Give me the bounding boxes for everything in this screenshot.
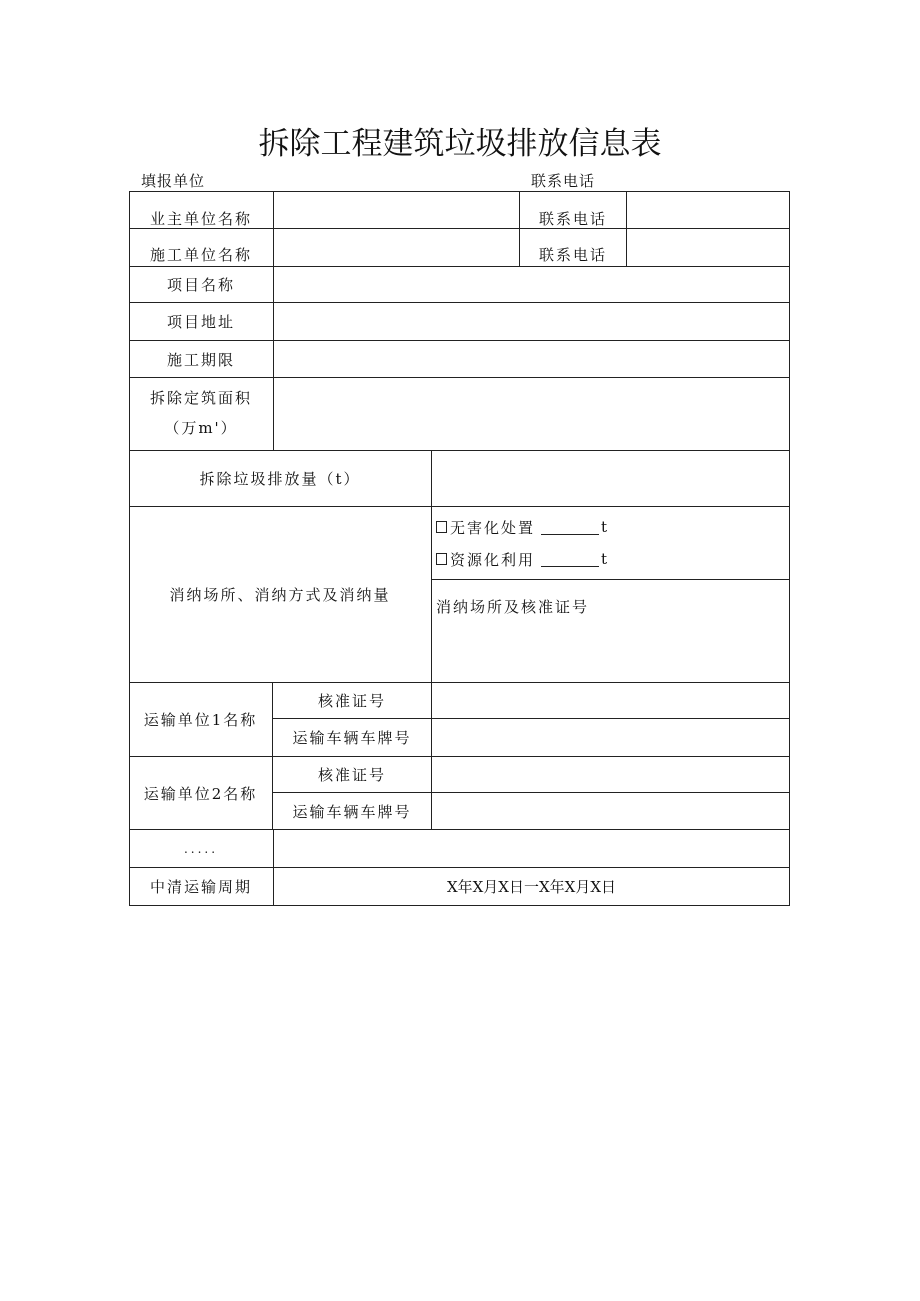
ellipsis-value[interactable]	[274, 830, 789, 867]
harmless-blank[interactable]	[541, 520, 599, 535]
project-address-value[interactable]	[274, 303, 789, 340]
construction-unit-value[interactable]	[274, 229, 519, 266]
demolition-area-value[interactable]	[274, 378, 789, 450]
demolition-area-label-line2: （万m'）	[164, 419, 238, 437]
resource-label: 资源化利用	[450, 550, 536, 569]
owner-phone-value[interactable]	[627, 192, 789, 228]
disposal-site-label: 消纳场所及核准证号	[436, 597, 590, 616]
header-contact-phone-label: 联系电话	[531, 172, 596, 190]
owner-phone-label: 联系电话	[538, 209, 607, 228]
construction-period-value[interactable]	[274, 341, 789, 377]
transport2-plate-value[interactable]	[432, 793, 789, 829]
construction-period-label: 施工期限	[166, 350, 235, 369]
waste-amount-value[interactable]	[432, 451, 789, 506]
construction-phone-value[interactable]	[627, 229, 789, 266]
demolition-area-label-line1: 拆除定筑面积	[149, 389, 252, 407]
transport1-plate-value[interactable]	[432, 719, 789, 756]
resource-unit: t	[601, 550, 610, 568]
transport2-plate-label: 运输车辆车牌号	[292, 802, 412, 821]
waste-amount-label: 拆除垃圾排放量（t）	[199, 470, 361, 488]
owner-unit-label: 业主单位名称	[149, 209, 252, 228]
harmless-unit: t	[601, 518, 610, 536]
page-title: 拆除工程建筑垃圾排放信息表	[258, 126, 662, 162]
transport1-license-label: 核准证号	[317, 692, 386, 710]
transport2-license-value[interactable]	[432, 757, 789, 792]
owner-unit-value[interactable]	[274, 192, 519, 228]
harmless-checkbox[interactable]	[436, 521, 447, 533]
transport2-license-label: 核准证号	[317, 766, 386, 784]
harmless-label: 无害化处置	[450, 518, 536, 537]
disposal-label: 消纳场所、消纳方式及消纳量	[169, 586, 391, 604]
demolition-area-label	[129, 380, 273, 446]
resource-blank[interactable]	[541, 552, 599, 567]
construction-phone-label: 联系电话	[538, 245, 607, 264]
ellipsis-label: .....	[183, 841, 219, 856]
resource-checkbox[interactable]	[436, 553, 447, 565]
info-table	[129, 191, 790, 906]
construction-unit-label: 施工单位名称	[149, 245, 252, 264]
project-name-value[interactable]	[274, 267, 789, 302]
project-name-label: 项目名称	[166, 276, 235, 294]
fill-unit-label: 填报单位	[141, 172, 206, 190]
project-address-label: 项目地址	[166, 313, 235, 331]
transport2-label: 运输单位2名称	[143, 784, 258, 803]
resource-option[interactable]	[432, 545, 786, 573]
harmless-option[interactable]	[432, 513, 786, 541]
transport1-plate-label: 运输车辆车牌号	[292, 729, 412, 747]
apply-period-label: 中清运输周期	[149, 878, 252, 896]
transport1-label: 运输单位1名称	[143, 711, 258, 729]
apply-period-value: X年X月X日一X年X月X日	[446, 878, 617, 896]
transport1-license-value[interactable]	[432, 683, 789, 718]
